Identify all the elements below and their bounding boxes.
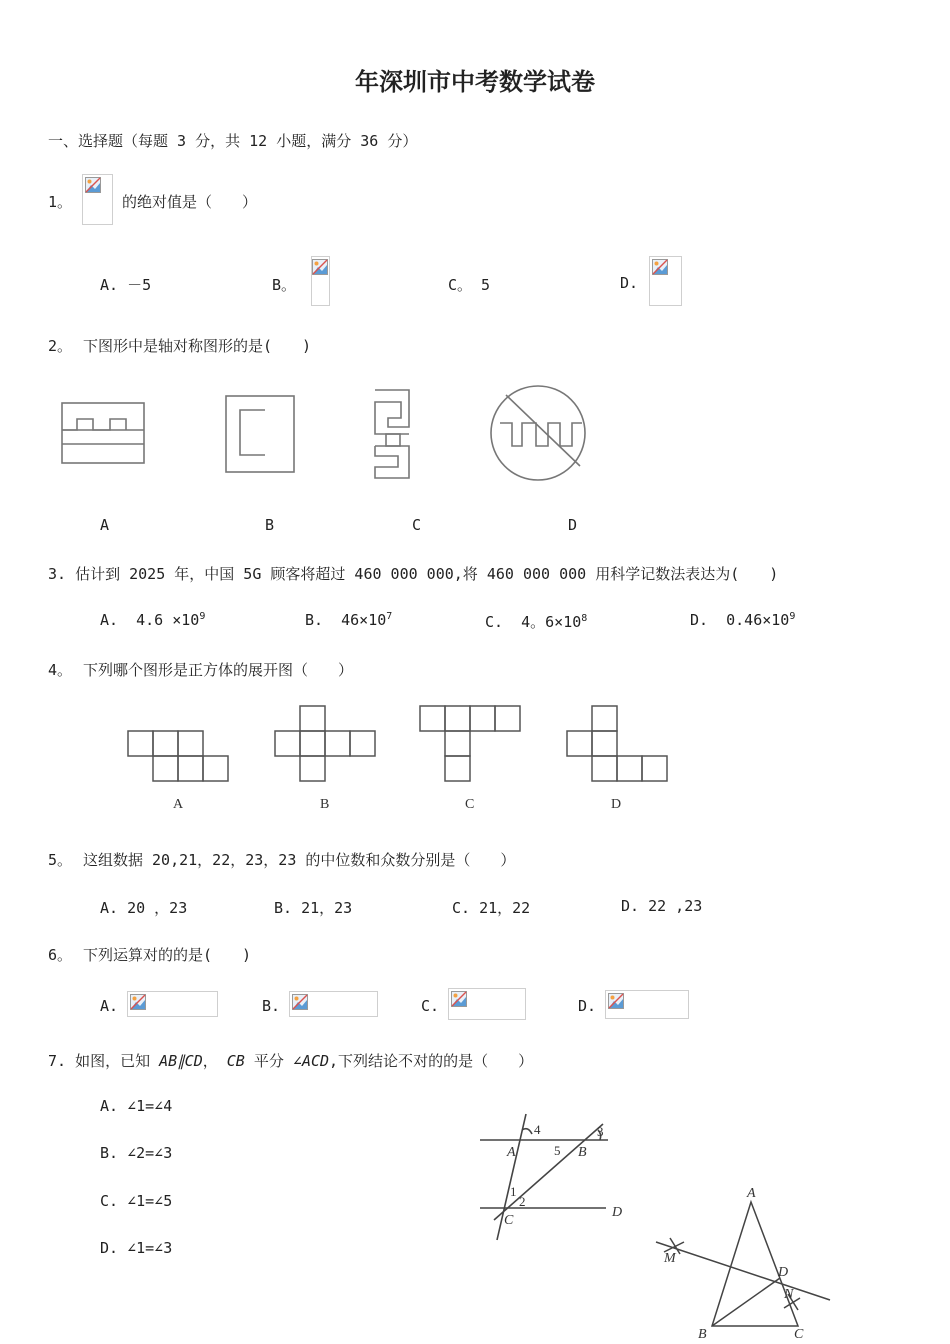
q3-option-d-prefix: D.	[690, 611, 709, 629]
q6-option-c: C.	[421, 997, 440, 1015]
page-title: 年深圳市中考数学试卷	[355, 68, 595, 96]
q5-option-d: D. 22 ,23	[621, 897, 703, 915]
q4-net-c	[420, 706, 520, 781]
q8-label-a: A	[747, 1186, 756, 1201]
q7-cond-angle: ACD	[301, 1052, 330, 1070]
q5-number: 5。	[48, 851, 73, 869]
q7-label-2: 2	[519, 1194, 526, 1209]
q1-number: 1。	[48, 193, 73, 211]
q1-option-a: A. －5	[100, 276, 152, 294]
q4-label-a: A	[173, 797, 184, 812]
q1-formula-image	[82, 174, 113, 225]
q3-option-a-prefix: A.	[100, 611, 119, 629]
q2-label-d: D	[568, 516, 578, 534]
q8-figure	[650, 1180, 840, 1344]
q3-option-a	[100, 611, 205, 629]
q3-option-d-exp: 9	[789, 611, 796, 622]
q7-label-a: A	[507, 1145, 516, 1160]
q2-figure-b	[226, 396, 294, 472]
q7-label-c: C	[504, 1213, 514, 1228]
broken-image-icon	[451, 991, 467, 1007]
q1-option-b-image	[311, 256, 330, 306]
q1-option-d-image	[649, 256, 682, 306]
q2-figure-d	[491, 386, 585, 480]
q7-figure	[470, 1108, 630, 1244]
q6-number: 6。	[48, 946, 73, 964]
q4-text: 下列哪个图形是正方体的展开图（ ）	[83, 661, 354, 679]
q8-label-m: M	[664, 1251, 676, 1266]
q1-option-d: D.	[620, 274, 639, 292]
q3-option-a-exp: 9	[199, 611, 206, 622]
q6-text: 下列运算对的的是( )	[83, 946, 252, 964]
q3-option-b	[305, 611, 392, 629]
broken-image-icon	[85, 177, 101, 193]
q4-net-b	[275, 706, 375, 781]
line-bd	[712, 1278, 780, 1326]
line-mn	[656, 1242, 830, 1300]
q2-label-a: A	[100, 516, 110, 534]
q6-option-c-image	[448, 988, 526, 1020]
q4-number: 4。	[48, 661, 73, 679]
q7-mid: 平分 ∠	[244, 1052, 302, 1070]
broken-image-icon	[652, 259, 668, 275]
q6-option-d: D.	[578, 997, 597, 1015]
broken-image-icon	[292, 994, 308, 1010]
q2-number: 2。	[48, 337, 73, 355]
q5-option-a: A. 20 ，23	[100, 899, 188, 917]
q4-net-d	[567, 706, 667, 781]
q3-option-c-exp: 8	[581, 613, 588, 624]
q3-option-b-exp: 7	[386, 611, 393, 622]
q7-label-b: B	[578, 1145, 587, 1160]
q4-label-c: C	[465, 797, 475, 812]
q3-option-c-prefix: C.	[485, 613, 504, 631]
q5-option-c: C. 21，22	[452, 899, 531, 917]
section-heading: 一、选择题（每题 3 分，共 12 小题，满分 36 分）	[48, 132, 418, 150]
q5-option-b: B. 21，23	[274, 899, 353, 917]
q8-label-b: B	[698, 1327, 707, 1342]
q3-option-b-base: 46×10	[341, 611, 387, 629]
q3-option-c-base: 4。6×10	[521, 613, 582, 631]
q7-text	[48, 1050, 533, 1071]
broken-image-icon	[312, 259, 328, 275]
q2-figure-a	[62, 403, 144, 463]
q1-option-c: C。 5	[448, 276, 491, 294]
q7-option-b: B. ∠2=∠3	[100, 1144, 173, 1162]
q5-text: 这组数据 20,21，22，23，23 的中位数和众数分别是（ ）	[83, 851, 516, 869]
q2-label-b: B	[265, 516, 275, 534]
q6-option-b: B.	[262, 997, 281, 1015]
q7-label-5: 5	[554, 1143, 561, 1158]
broken-image-icon	[608, 993, 624, 1009]
q6-option-b-image	[289, 991, 378, 1017]
q3-option-b-prefix: B.	[305, 611, 324, 629]
q2-text: 下图形中是轴对称图形的是( )	[83, 337, 312, 355]
q1-text: 的绝对值是（ ）	[122, 193, 258, 211]
q7-label-3: 3	[597, 1124, 604, 1139]
angle-4-arc	[522, 1129, 532, 1134]
q7-option-d: D. ∠1=∠3	[100, 1239, 173, 1257]
q6-option-a-image	[127, 991, 218, 1017]
q1-option-b: B。	[272, 276, 297, 294]
broken-image-icon	[130, 994, 146, 1010]
q7-label-4: 4	[534, 1122, 541, 1137]
q2-label-c: C	[412, 516, 422, 534]
q8-label-c: C	[794, 1327, 804, 1342]
q3-option-a-base: 4.6 ×10	[136, 611, 200, 629]
q7-label-1: 1	[510, 1184, 517, 1199]
q7-option-c: C. ∠1=∠5	[100, 1192, 173, 1210]
q2-figure-c	[375, 390, 409, 478]
q8-label-n: N	[784, 1287, 794, 1302]
line-cb	[494, 1124, 603, 1220]
q4-net-a	[128, 731, 228, 781]
q4-label-b: B	[320, 797, 330, 812]
q6-option-d-image	[605, 990, 689, 1019]
q7-cond-parallel: AB∥CD	[159, 1052, 203, 1070]
q7-suffix: ,下列结论不对的的是（ ）	[329, 1052, 534, 1070]
q4-figures	[120, 700, 680, 820]
q2-figures	[40, 380, 620, 490]
q3-option-d-base: 0.46×10	[726, 611, 790, 629]
q3-option-d	[690, 611, 795, 629]
q7-sep: ，	[202, 1052, 227, 1070]
q7-label-d: D	[612, 1205, 623, 1220]
q7-option-a: A. ∠1=∠4	[100, 1097, 173, 1115]
q7-prefix: 7. 如图，已知	[48, 1052, 160, 1070]
q3-option-c	[485, 611, 587, 632]
q6-option-a: A.	[100, 997, 119, 1015]
q3-text: 3. 估计到 2025 年，中国 5G 顾客将超过 460 000 000,将 460 000 000 用科学记数法表达为( )	[48, 565, 779, 583]
q4-label-d: D	[611, 797, 622, 812]
q7-cond-bisector: CB	[226, 1052, 245, 1070]
q8-label-d: D	[778, 1265, 789, 1280]
